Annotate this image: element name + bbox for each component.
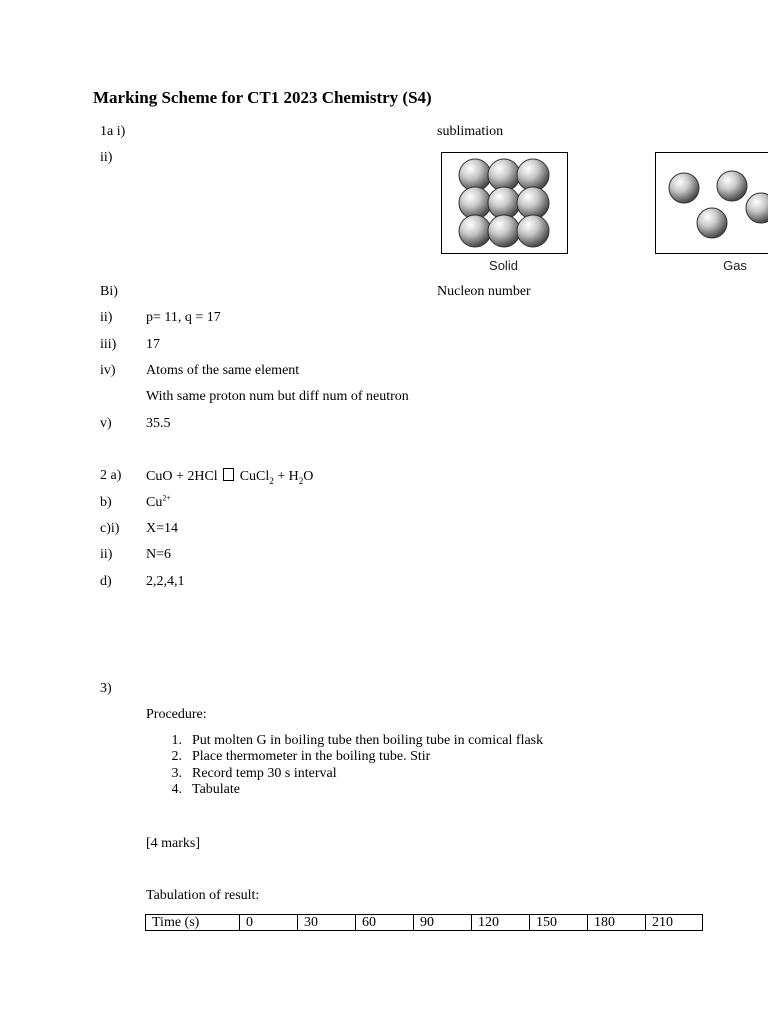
results-table — [145, 914, 703, 931]
subscript: 2 — [298, 475, 304, 486]
table-cell: 30 — [298, 915, 356, 931]
q1b-iv-answer-line1: Atoms of the same element — [146, 363, 300, 378]
solid-particle-grid — [459, 159, 549, 247]
gas-caption: Gas — [723, 258, 747, 273]
q2b-answer — [146, 495, 171, 511]
q1b-ii-answer: p= 11, q = 17 — [146, 310, 221, 325]
tabulation-heading: Tabulation of result: — [146, 888, 260, 903]
reaction-arrow-icon — [223, 468, 234, 481]
table-cell: 150 — [530, 915, 588, 931]
q1a-ii-label: ii) — [100, 150, 113, 165]
ion-charge: 2+ — [162, 493, 171, 503]
table-cell: 120 — [472, 915, 530, 931]
q2a-label: 2 a) — [100, 468, 122, 483]
q2c-i-label: c)i) — [100, 521, 120, 536]
q1b-iii-label: iii) — [100, 337, 117, 352]
marks-note: [4 marks] — [146, 836, 201, 851]
equation-product-1: CuCl — [239, 469, 270, 484]
q2c-ii-label: ii) — [100, 547, 113, 562]
table-cell: 210 — [646, 915, 703, 931]
procedure-list: 1. Put molten G in boiling tube then boiling tube in comical flask 2. Place thermometer in the boiling tube. Stir 3. Record temp 30 s interval 4. Tabulate — [171, 733, 544, 797]
q2c-ii-answer: N=6 — [146, 547, 172, 562]
q1b-ii-label: ii) — [100, 310, 113, 325]
q1b-i-label: Bi) — [100, 284, 118, 299]
q1b-iv-answer-line2: With same proton num but diff num of neutron — [146, 389, 409, 404]
q1b-v-answer: 35.5 — [146, 416, 171, 431]
q2c-i-answer: X=14 — [146, 521, 179, 536]
q1b-iii-answer: 17 — [146, 337, 160, 352]
q2d-answer: 2,2,4,1 — [146, 574, 185, 589]
q3-label: 3) — [100, 681, 112, 696]
procedure-heading: Procedure: — [146, 707, 207, 722]
q2d-label: d) — [100, 574, 112, 589]
q1a-i-label: 1a i) — [100, 124, 126, 139]
table-row — [146, 915, 703, 931]
table-cell: 90 — [414, 915, 472, 931]
subscript: 2 — [269, 475, 274, 486]
solid-caption: Solid — [489, 258, 518, 273]
equation-reactants: CuO + 2HCl — [146, 469, 218, 484]
table-cell: 60 — [356, 915, 414, 931]
q1b-v-label: v) — [100, 416, 112, 431]
q2a-equation — [146, 468, 313, 485]
solid-particles-diagram — [441, 152, 568, 254]
page-title: Marking Scheme for CT1 2023 Chemistry (S4) — [93, 88, 432, 107]
table-cell: 0 — [240, 915, 298, 931]
gas-particles-diagram — [655, 152, 768, 254]
table-cell: Time (s) — [146, 915, 240, 931]
table-cell: 180 — [588, 915, 646, 931]
q2b-label: b) — [100, 495, 112, 510]
equation-product-2: + H — [273, 469, 299, 484]
q1a-i-answer: sublimation — [437, 124, 504, 139]
equation-product-3: O — [303, 469, 314, 484]
q1b-iv-label: iv) — [100, 363, 116, 378]
ion-symbol: Cu — [146, 495, 163, 510]
q1b-i-answer: Nucleon number — [437, 284, 531, 299]
